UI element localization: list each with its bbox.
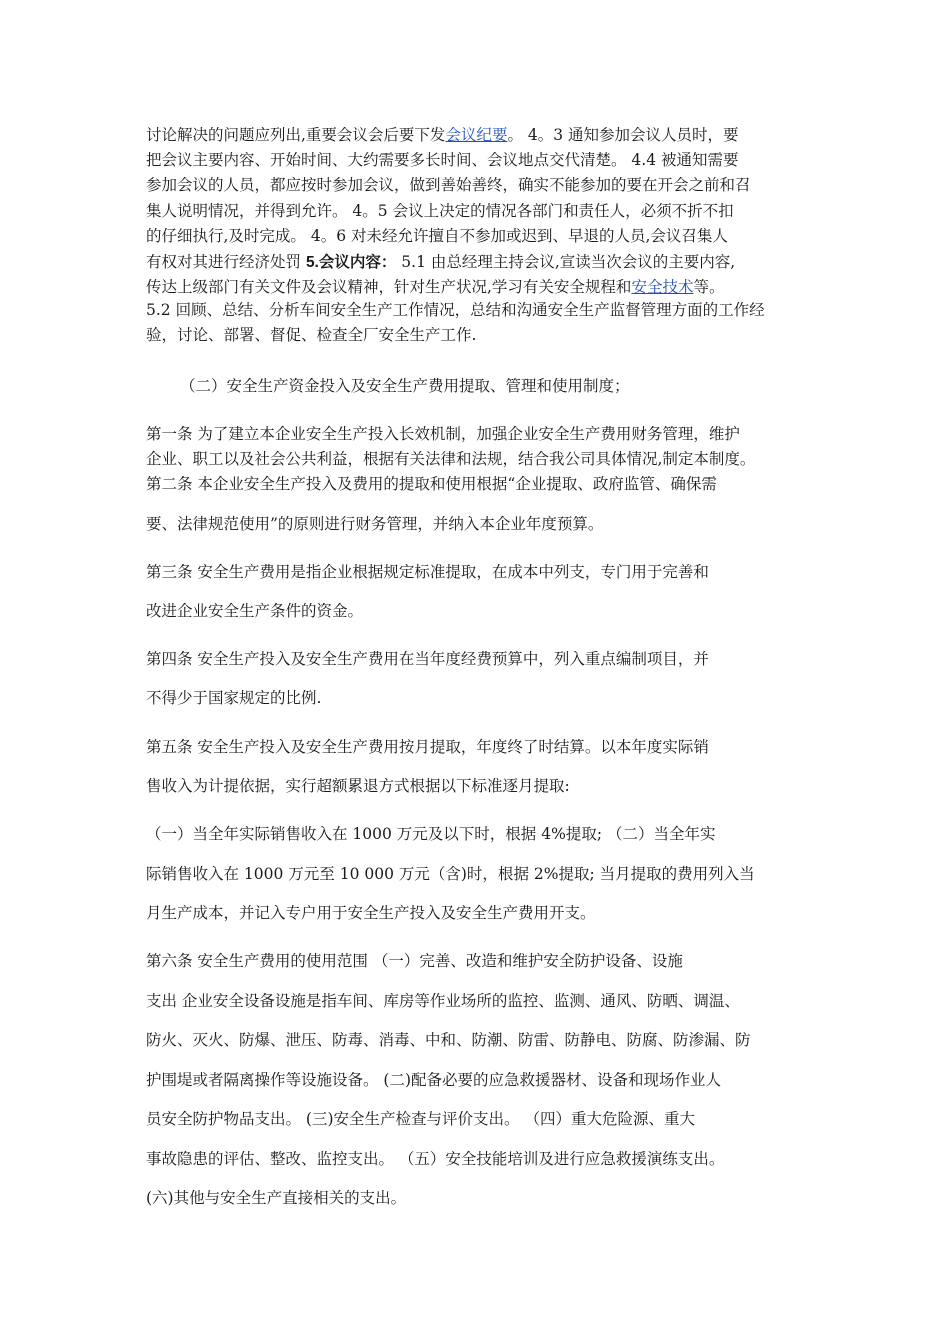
meeting-line-2: 把会议主要内容、开始时间、大约需要多长时间、会议地点交代清楚。 4.4 被通知需要 bbox=[146, 151, 739, 169]
meeting-line-1 bbox=[146, 125, 739, 145]
article-5-line-4: 际销售收入在 1000 万元至 10 000 万元（含)时，根据 2%提取; 当月提取的费用列入当 bbox=[146, 865, 755, 883]
article-5-line-5: 月生产成本，并记入专户用于安全生产投入及安全生产费用开支。 bbox=[146, 904, 596, 922]
article-5-line-3: （一）当全年实际销售收入在 1000 万元及以下时，根据 4%提取; （二）当全年实 bbox=[146, 825, 716, 843]
article-6-line-3: 防火、灭火、防爆、泄压、防毒、消毒、中和、防潮、防雷、防静电、防腐、防渗漏、防 bbox=[146, 1031, 751, 1049]
article-2-line-1: 第二条 本企业安全生产投入及费用的提取和使用根据“企业提取、政府监管、确保需 bbox=[146, 475, 717, 493]
text-segment: 。 4。3 通知参加会议人员时，要 bbox=[507, 126, 739, 144]
text-segment: 传达上级部门有关文件及会议精神，针对生产状况,学习有关安全规程和 bbox=[146, 278, 632, 296]
article-5-line-2: 售收入为计提依据，实行超额累退方式根据以下标准逐月提取: bbox=[146, 777, 570, 795]
article-2-line-2: 要、法律规范使用”的原则进行财务管理，并纳入本企业年度预算。 bbox=[146, 515, 604, 533]
article-4-line-1: 第四条 安全生产投入及安全生产费用在当年度经费预算中，列入重点编制项目，并 bbox=[146, 650, 709, 668]
meeting-line-9: 验，讨论、部署、督促、检查全厂安全生产工作. bbox=[146, 326, 477, 344]
meeting-line-8: 5.2 回顾、总结、分析车间安全生产工作情况，总结和沟通安全生产监督管理方面的工作经 bbox=[146, 301, 765, 319]
article-6-line-1: 第六条 安全生产费用的使用范围 （一）完善、改造和维护安全防护设备、设施 bbox=[146, 952, 683, 970]
safety-technology-link[interactable]: 安全技术 bbox=[631, 278, 694, 296]
article-6-line-5: 员安全防护物品支出。 (三)安全生产检查与评价支出。 （四）重大危险源、重大 bbox=[146, 1110, 695, 1128]
text-segment: 5.1 由总经理主持会议,宣读当次会议的主要内容, bbox=[396, 253, 736, 271]
meeting-content-heading: 5.会议内容： bbox=[305, 254, 397, 271]
article-3-line-2: 改进企业安全生产条件的资金。 bbox=[146, 602, 364, 620]
article-6-line-4: 护围堤或者隔离操作等设施设备。 (二)配备必要的应急救援器材、设备和现场作业人 bbox=[146, 1071, 722, 1089]
text-segment: 等。 bbox=[693, 278, 725, 296]
meeting-minutes-link[interactable]: 会议纪要 bbox=[445, 126, 508, 144]
meeting-line-4: 集人说明情况，并得到允许。 4。5 会议上决定的情况各部门和责任人，必须不折不扣 bbox=[146, 202, 734, 220]
article-6-line-7: (六)其他与安全生产直接相关的支出。 bbox=[146, 1189, 407, 1207]
text-segment: 讨论解决的问题应列出,重要会议会后要下发 bbox=[146, 126, 446, 144]
article-6-line-6: 事故隐患的评估、整改、监控支出。 （五）安全技能培训及进行应急救援演练支出。 bbox=[146, 1150, 725, 1168]
article-1-line-2: 企业、职工以及社会公共利益，根据有关法律和法规，结合我公司具体情况,制定本制度。 bbox=[146, 450, 756, 468]
article-1-line-1: 第一条 为了建立本企业安全生产投入长效机制，加强企业安全生产费用财务管理，维护 bbox=[146, 425, 740, 443]
article-4-line-2: 不得少于国家规定的比例. bbox=[146, 689, 322, 707]
meeting-line-7 bbox=[146, 277, 724, 297]
article-3-line-1: 第三条 安全生产费用是指企业根据规定标准提取，在成本中列支，专门用于完善和 bbox=[146, 563, 709, 581]
meeting-line-5: 的仔细执行,及时完成。 4。6 对未经允许擅自不参加或迟到、早退的人员,会议召集人 bbox=[146, 227, 728, 245]
meeting-line-6 bbox=[146, 252, 735, 273]
text-segment: 有权对其进行经济处罚 bbox=[146, 253, 306, 271]
article-5-line-1: 第五条 安全生产投入及安全生产费用按月提取，年度终了时结算。以本年度实际销 bbox=[146, 738, 709, 756]
section-heading: （二）安全生产资金投入及安全生产费用提取、管理和使用制度； bbox=[180, 377, 630, 395]
article-6-line-2: 支出 企业安全设备设施是指车间、库房等作业场所的监控、监测、通风、防晒、调温、 bbox=[146, 992, 740, 1010]
meeting-line-3: 参加会议的人员，都应按时参加会议，做到善始善终，确实不能参加的要在开会之前和召 bbox=[146, 176, 751, 194]
